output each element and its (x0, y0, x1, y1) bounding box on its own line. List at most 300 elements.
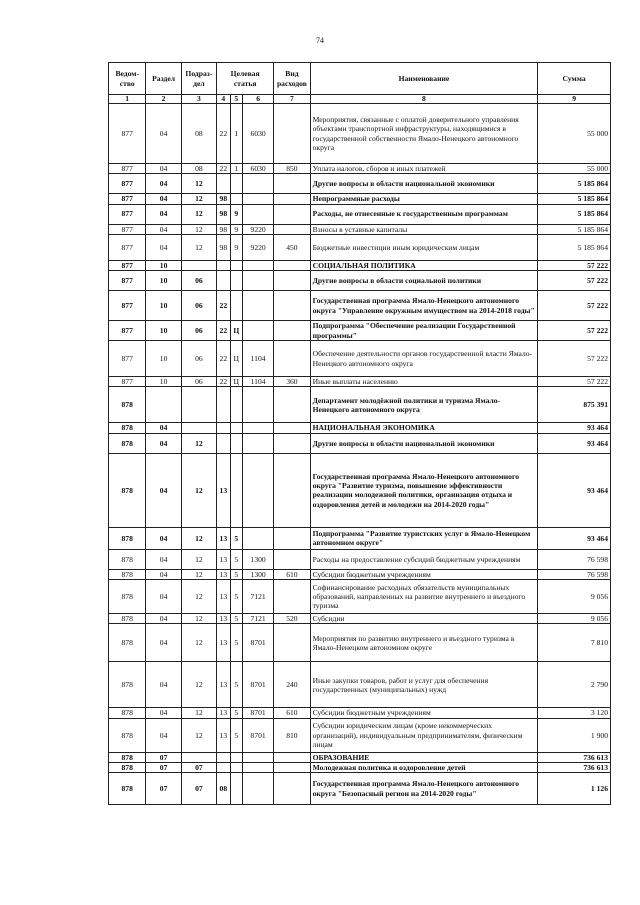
target-code-cell: 1104 (243, 341, 274, 377)
dept-cell: 878 (109, 624, 146, 662)
target-code-cell: 9220 (243, 224, 274, 234)
subsection-cell (181, 423, 216, 433)
item-name-cell: Мероприятия по развитию внутреннего и въездного туризма в Ямало-Ненецком автономном округе (310, 624, 538, 662)
item-name-cell: Государственная программа Ямало-Ненецкого автономного округа "Безопасный регион на 2014-2020 годы" (310, 773, 538, 805)
sum-cell: 875 391 (538, 387, 611, 423)
dept-cell: 877 (109, 291, 146, 321)
program-code-cell (217, 762, 231, 772)
dept-cell: 877 (109, 194, 146, 204)
section-cell: 07 (146, 773, 181, 805)
table-row (109, 624, 611, 662)
dept-cell: 877 (109, 260, 146, 270)
target-code-cell (243, 204, 274, 224)
section-cell: 04 (146, 234, 181, 260)
dept-cell: 877 (109, 234, 146, 260)
dept-cell: 878 (109, 423, 146, 433)
program-code-cell (217, 260, 231, 270)
section-cell: 10 (146, 271, 181, 291)
sum-cell: 2 790 (538, 662, 611, 708)
item-name-cell: Молодежная политика и оздоровление детей (310, 762, 538, 772)
item-name-cell: Иные выплаты населению (310, 377, 538, 387)
subsection-cell: 12 (181, 174, 216, 194)
program-code-cell: 22 (217, 164, 231, 174)
sum-cell: 736 613 (538, 752, 611, 762)
section-cell: 04 (146, 527, 181, 549)
sum-cell: 57 222 (538, 260, 611, 270)
program-code-cell (217, 752, 231, 762)
section-cell: 04 (146, 569, 181, 579)
dept-cell: 877 (109, 104, 146, 164)
sum-cell: 1 126 (538, 773, 611, 805)
section-cell: 04 (146, 614, 181, 624)
subprogram-code-cell: 5 (230, 662, 242, 708)
dept-cell: 877 (109, 174, 146, 194)
subprogram-code-cell: 1 (230, 164, 242, 174)
section-cell: 04 (146, 662, 181, 708)
subprogram-code-cell: 9 (230, 204, 242, 224)
header-subsection: Подраз-дел (181, 63, 216, 95)
target-code-cell: 1300 (243, 549, 274, 569)
item-name-cell: Расходы на предоставление субсидий бюджетным учреждениям (310, 549, 538, 569)
subsection-cell: 08 (181, 104, 216, 164)
header-section: Раздел (146, 63, 181, 95)
section-cell: 04 (146, 718, 181, 752)
section-cell: 04 (146, 423, 181, 433)
table-row (109, 291, 611, 321)
table-row (109, 174, 611, 194)
sum-cell: 57 222 (538, 377, 611, 387)
section-cell: 04 (146, 164, 181, 174)
expense-type-cell (274, 762, 310, 772)
item-name-cell: Расходы, не отнесенные к государственным программам (310, 204, 538, 224)
sum-cell: 9 056 (538, 580, 611, 614)
expense-type-cell (274, 624, 310, 662)
column-number: 2 (146, 95, 181, 104)
subprogram-code-cell: 5 (230, 580, 242, 614)
item-name-cell: Уплата налогов, сборов и иных платежей (310, 164, 538, 174)
subsection-cell: 06 (181, 377, 216, 387)
expense-type-cell (274, 341, 310, 377)
sum-cell: 5 185 864 (538, 224, 611, 234)
program-code-cell: 13 (217, 527, 231, 549)
item-name-cell: Иные закупки товаров, работ и услуг для обеспечения государственных (муниципальных) нужд (310, 662, 538, 708)
target-code-cell: 1104 (243, 377, 274, 387)
subprogram-code-cell: Ц (230, 341, 242, 377)
dept-cell: 878 (109, 527, 146, 549)
column-number: 1 (109, 95, 146, 104)
item-name-cell: Подпрограмма "Развитие туристских услуг в Ямало-Ненецком автономном округе" (310, 527, 538, 549)
sum-cell: 57 222 (538, 341, 611, 377)
expense-type-cell: 360 (274, 377, 310, 387)
subprogram-code-cell: 1 (230, 104, 242, 164)
program-code-cell: 13 (217, 662, 231, 708)
sum-cell: 93 464 (538, 453, 611, 527)
expense-type-cell (274, 321, 310, 341)
subprogram-code-cell: 5 (230, 708, 242, 718)
sum-cell: 736 613 (538, 762, 611, 772)
table-row (109, 234, 611, 260)
program-code-cell (217, 271, 231, 291)
table-row (109, 377, 611, 387)
target-code-cell (243, 762, 274, 772)
item-name-cell: Государственная программа Ямало-Ненецкого автономного округа "Развитие туризма, повышение эффективности реализации молодежной политики, организация отдыха и оздоровления детей и молодежи на 2014-2020 годы" (310, 453, 538, 527)
program-code-cell: 98 (217, 224, 231, 234)
sum-cell: 5 185 864 (538, 174, 611, 194)
subprogram-code-cell (230, 291, 242, 321)
dept-cell: 878 (109, 718, 146, 752)
subprogram-code-cell (230, 453, 242, 527)
subsection-cell: 06 (181, 291, 216, 321)
table-row (109, 341, 611, 377)
item-name-cell: Взносы в уставные капиталы (310, 224, 538, 234)
section-cell: 10 (146, 321, 181, 341)
target-code-cell (243, 387, 274, 423)
subprogram-code-cell (230, 271, 242, 291)
table-row (109, 260, 611, 270)
sum-cell: 7 810 (538, 624, 611, 662)
table-row (109, 204, 611, 224)
program-code-cell: 13 (217, 453, 231, 527)
dept-cell: 877 (109, 321, 146, 341)
target-code-cell (243, 423, 274, 433)
target-code-cell: 7121 (243, 580, 274, 614)
subprogram-code-cell (230, 752, 242, 762)
section-cell: 04 (146, 708, 181, 718)
subprogram-code-cell (230, 194, 242, 204)
target-code-cell: 9220 (243, 234, 274, 260)
program-code-cell: 22 (217, 291, 231, 321)
target-code-cell (243, 321, 274, 341)
header-sum: Сумма (538, 63, 611, 95)
sum-cell: 76 598 (538, 549, 611, 569)
table-row (109, 433, 611, 453)
subprogram-code-cell: 5 (230, 549, 242, 569)
section-cell: 10 (146, 377, 181, 387)
table-row (109, 224, 611, 234)
target-code-cell: 6030 (243, 164, 274, 174)
dept-cell: 877 (109, 204, 146, 224)
subsection-cell: 06 (181, 341, 216, 377)
expense-type-cell (274, 204, 310, 224)
expense-type-cell (274, 773, 310, 805)
column-number: 3 (181, 95, 216, 104)
section-cell: 10 (146, 291, 181, 321)
subprogram-code-cell: 9 (230, 224, 242, 234)
subprogram-code-cell (230, 260, 242, 270)
subprogram-code-cell: 5 (230, 718, 242, 752)
section-cell (146, 387, 181, 423)
expense-type-cell (274, 453, 310, 527)
dept-cell: 878 (109, 762, 146, 772)
section-cell: 04 (146, 174, 181, 194)
program-code-cell: 13 (217, 708, 231, 718)
section-cell: 04 (146, 453, 181, 527)
subsection-cell: 12 (181, 234, 216, 260)
subsection-cell: 12 (181, 549, 216, 569)
table-row (109, 569, 611, 579)
program-code-cell: 22 (217, 321, 231, 341)
item-name-cell: Субсидии юридическим лицам (кроме некоммерческих организаций), индивидуальным предпринимателям, физическим лицам (310, 718, 538, 752)
subsection-cell: 12 (181, 614, 216, 624)
item-name-cell: СОЦИАЛЬНАЯ ПОЛИТИКА (310, 260, 538, 270)
subsection-cell: 07 (181, 773, 216, 805)
dept-cell: 877 (109, 164, 146, 174)
sum-cell: 5 185 864 (538, 204, 611, 224)
program-code-cell: 13 (217, 624, 231, 662)
table-row (109, 423, 611, 433)
subsection-cell: 12 (181, 527, 216, 549)
sum-cell: 5 185 864 (538, 234, 611, 260)
program-code-cell: 08 (217, 773, 231, 805)
column-number: 4 (217, 95, 231, 104)
dept-cell: 878 (109, 773, 146, 805)
item-name-cell: Субсидии бюджетным учреждениям (310, 569, 538, 579)
dept-cell: 878 (109, 752, 146, 762)
program-code-cell: 13 (217, 718, 231, 752)
section-cell: 04 (146, 549, 181, 569)
program-code-cell (217, 423, 231, 433)
sum-cell: 9 056 (538, 614, 611, 624)
sum-cell: 57 222 (538, 291, 611, 321)
program-code-cell (217, 387, 231, 423)
column-number: 7 (274, 95, 310, 104)
item-name-cell: ОБРАЗОВАНИЕ (310, 752, 538, 762)
sum-cell: 1 900 (538, 718, 611, 752)
target-code-cell: 6030 (243, 104, 274, 164)
section-cell: 04 (146, 624, 181, 662)
target-code-cell (243, 527, 274, 549)
subprogram-code-cell: Ц (230, 377, 242, 387)
item-name-cell: Субсидии (310, 614, 538, 624)
sum-cell: 5 185 864 (538, 194, 611, 204)
target-code-cell (243, 433, 274, 453)
item-name-cell: Обеспечение деятельности органов государственной власти Ямало-Ненецкого автономного округа (310, 341, 538, 377)
program-code-cell: 13 (217, 569, 231, 579)
table-row (109, 164, 611, 174)
program-code-cell (217, 174, 231, 194)
table-row (109, 762, 611, 772)
subsection-cell: 07 (181, 762, 216, 772)
expense-type-cell (274, 260, 310, 270)
section-cell: 10 (146, 260, 181, 270)
dept-cell: 878 (109, 569, 146, 579)
section-cell: 07 (146, 762, 181, 772)
item-name-cell: Мероприятия, связанные с оплатой доверительного управления объектами транспортной инфраструктуры, находящимися в государственной собственности Ямало-Ненецкого автономного округа (310, 104, 538, 164)
program-code-cell: 98 (217, 194, 231, 204)
column-number: 9 (538, 95, 611, 104)
subsection-cell: 12 (181, 580, 216, 614)
subsection-cell: 12 (181, 224, 216, 234)
sum-cell: 55 000 (538, 104, 611, 164)
table-row (109, 271, 611, 291)
expense-type-cell: 240 (274, 662, 310, 708)
target-code-cell (243, 260, 274, 270)
budget-table (108, 62, 611, 805)
subsection-cell: 12 (181, 453, 216, 527)
table-row (109, 580, 611, 614)
program-code-cell: 13 (217, 549, 231, 569)
subprogram-code-cell: 5 (230, 624, 242, 662)
expense-type-cell (274, 104, 310, 164)
program-code-cell: 98 (217, 234, 231, 260)
target-code-cell: 8701 (243, 624, 274, 662)
item-name-cell: Другие вопросы в области национальной экономики (310, 433, 538, 453)
program-code-cell: 22 (217, 377, 231, 387)
program-code-cell: 13 (217, 580, 231, 614)
dept-cell: 878 (109, 708, 146, 718)
section-cell: 04 (146, 580, 181, 614)
sum-cell: 3 120 (538, 708, 611, 718)
subsection-cell: 12 (181, 433, 216, 453)
subprogram-code-cell: 5 (230, 614, 242, 624)
expense-type-cell (274, 291, 310, 321)
item-name-cell: Софинансирование расходных обязательств муниципальных образований, направленных на развитие внутреннего и въездного туризма (310, 580, 538, 614)
item-name-cell: Бюджетные инвестиции иным юридическим лицам (310, 234, 538, 260)
subprogram-code-cell (230, 387, 242, 423)
table-row (109, 614, 611, 624)
expense-type-cell (274, 224, 310, 234)
expense-type-cell (274, 752, 310, 762)
subsection-cell: 12 (181, 662, 216, 708)
subsection-cell: 06 (181, 271, 216, 291)
program-code-cell (217, 433, 231, 453)
target-code-cell: 8701 (243, 708, 274, 718)
target-code-cell: 8701 (243, 718, 274, 752)
target-code-cell: 8701 (243, 662, 274, 708)
sum-cell: 55 000 (538, 164, 611, 174)
item-name-cell: Подпрограмма "Обеспечение реализации Государственной программы" (310, 321, 538, 341)
item-name-cell: Другие вопросы в области социальной политики (310, 271, 538, 291)
dept-cell: 878 (109, 662, 146, 708)
item-name-cell: Другие вопросы в области национальной экономики (310, 174, 538, 194)
subsection-cell: 08 (181, 164, 216, 174)
expense-type-cell: 850 (274, 164, 310, 174)
program-code-cell: 22 (217, 104, 231, 164)
subsection-cell: 06 (181, 321, 216, 341)
target-code-cell (243, 453, 274, 527)
header-name: Наименование (310, 63, 538, 95)
table-row (109, 752, 611, 762)
column-number: 5 (230, 95, 242, 104)
section-cell: 04 (146, 204, 181, 224)
subprogram-code-cell: 5 (230, 569, 242, 579)
dept-cell: 878 (109, 549, 146, 569)
subsection-cell: 12 (181, 624, 216, 662)
table-row (109, 549, 611, 569)
expense-type-cell (274, 580, 310, 614)
target-code-cell: 7121 (243, 614, 274, 624)
dept-cell: 877 (109, 377, 146, 387)
table-row (109, 104, 611, 164)
table-row (109, 773, 611, 805)
expense-type-cell (274, 423, 310, 433)
subprogram-code-cell: Ц (230, 321, 242, 341)
header-target: Целевая статья (217, 63, 274, 95)
subsection-cell: 12 (181, 204, 216, 224)
dept-cell: 878 (109, 453, 146, 527)
section-cell: 07 (146, 752, 181, 762)
sum-cell: 93 464 (538, 433, 611, 453)
subprogram-code-cell (230, 773, 242, 805)
expense-type-cell: 610 (274, 708, 310, 718)
subprogram-code-cell (230, 423, 242, 433)
table-body (109, 104, 611, 805)
expense-type-cell (274, 174, 310, 194)
subsection-cell: 12 (181, 569, 216, 579)
subprogram-code-cell: 9 (230, 234, 242, 260)
dept-cell: 877 (109, 224, 146, 234)
table-row (109, 321, 611, 341)
sum-cell: 93 464 (538, 423, 611, 433)
table-row (109, 662, 611, 708)
expense-type-cell: 520 (274, 614, 310, 624)
expense-type-cell: 810 (274, 718, 310, 752)
target-code-cell: 1300 (243, 569, 274, 579)
section-cell: 04 (146, 104, 181, 164)
dept-cell: 877 (109, 271, 146, 291)
item-name-cell: Государственная программа Ямало-Ненецкого автономного округа "Управление окружным имуществом на 2014-2018 годы" (310, 291, 538, 321)
dept-cell: 878 (109, 433, 146, 453)
dept-cell: 877 (109, 341, 146, 377)
subprogram-code-cell (230, 762, 242, 772)
table-row (109, 387, 611, 423)
expense-type-cell (274, 387, 310, 423)
subprogram-code-cell (230, 174, 242, 194)
expense-type-cell: 450 (274, 234, 310, 260)
item-name-cell: Субсидии бюджетным учреждениям (310, 708, 538, 718)
target-code-cell (243, 752, 274, 762)
table-header-row (109, 63, 611, 95)
table-row (109, 453, 611, 527)
sum-cell: 93 464 (538, 527, 611, 549)
table-row (109, 527, 611, 549)
subsection-cell (181, 387, 216, 423)
item-name-cell: НАЦИОНАЛЬНАЯ ЭКОНОМИКА (310, 423, 538, 433)
target-code-cell (243, 194, 274, 204)
column-number: 8 (310, 95, 538, 104)
sum-cell: 57 222 (538, 321, 611, 341)
expense-type-cell (274, 549, 310, 569)
page-number: 74 (316, 36, 324, 45)
target-code-cell (243, 773, 274, 805)
subsection-cell (181, 752, 216, 762)
column-number: 6 (243, 95, 274, 104)
program-code-cell: 22 (217, 341, 231, 377)
header-expense-type: Вид расходов (274, 63, 310, 95)
program-code-cell: 13 (217, 614, 231, 624)
expense-type-cell: 610 (274, 569, 310, 579)
expense-type-cell (274, 527, 310, 549)
item-name-cell: Департамент молодёжной политики и туризма Ямало-Ненецкого автономного округа (310, 387, 538, 423)
section-cell: 04 (146, 433, 181, 453)
subsection-cell: 12 (181, 708, 216, 718)
column-number-row (109, 95, 611, 104)
header-dept: Ведом-ство (109, 63, 146, 95)
target-code-cell (243, 174, 274, 194)
section-cell: 04 (146, 194, 181, 204)
subsection-cell: 12 (181, 194, 216, 204)
item-name-cell: Непрограммные расходы (310, 194, 538, 204)
expense-type-cell (274, 194, 310, 204)
dept-cell: 878 (109, 387, 146, 423)
table-row (109, 194, 611, 204)
subprogram-code-cell: 5 (230, 527, 242, 549)
table-row (109, 708, 611, 718)
table-row (109, 718, 611, 752)
sum-cell: 76 598 (538, 569, 611, 579)
subsection-cell (181, 260, 216, 270)
section-cell: 04 (146, 224, 181, 234)
